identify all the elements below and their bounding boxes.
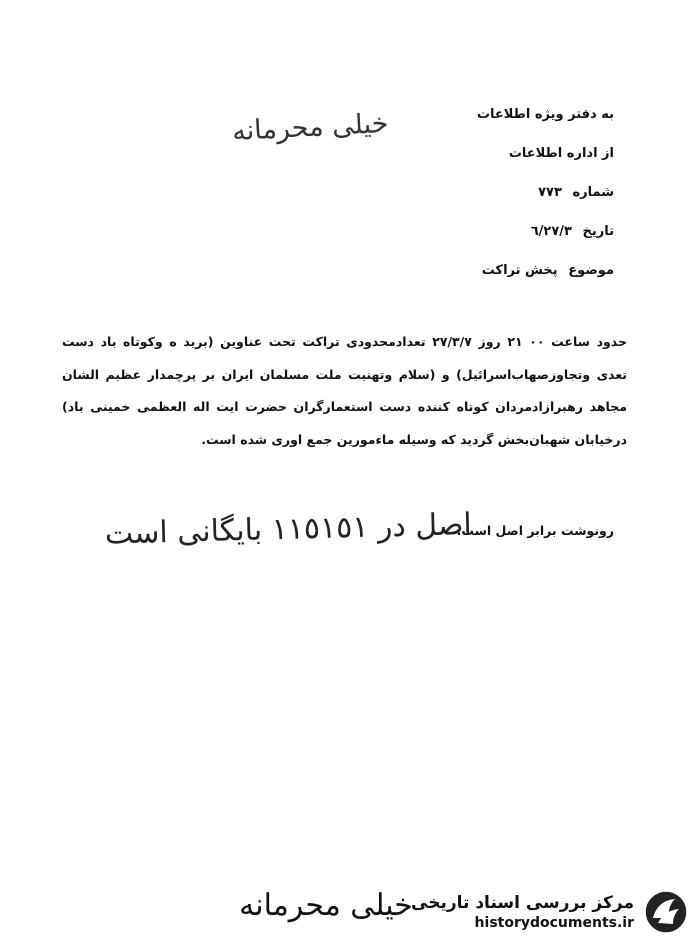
- watermark-title: مرکز بررسی اسناد تاریخی: [411, 893, 634, 913]
- copy-note-handwritten: اصل در ۱۱٥۱٥۱ بایگانی است: [104, 507, 473, 552]
- header-date: [354, 219, 614, 258]
- header-date-label: تاریخ: [582, 224, 614, 239]
- header-subject: [354, 258, 614, 297]
- header-from: از اداره اطلاعات: [508, 146, 614, 161]
- header-date-value: ۲۷/۳/٦: [530, 224, 572, 239]
- watermark-text: [411, 892, 634, 932]
- archive-watermark: [411, 886, 690, 938]
- letter-body: حدود ساعت ۰۰ ۲۱ روز ۲۷/۳/۷ تعدادمحدودی تراکت تحت عناوین (برید ه وکوتاه باد دست تعدی وتجاوزصهاب‌اسرائیل) و (سلام وتهنیت ملت مسلمان ایران بر پرچمدار عظیم الشان مجاهد رهبرازادمردان کوتاه کننده دست استعمارگران حضرت ایت اله العظمی خمینی باد) درخیابان شهبان‌بخش گردید که وسیله ماءمورین جمع اوری شده است.: [62, 334, 627, 447]
- letter-header: [354, 102, 614, 297]
- header-subject-value: پخش تراکت: [481, 263, 558, 278]
- copy-note-printed: رونوشت برابر اصل است.: [456, 523, 614, 538]
- header-subject-label: موضوع: [568, 263, 614, 278]
- handwritten-classification-top: خیلی محرمانه: [231, 107, 390, 148]
- watermark-url: historydocuments.ir: [474, 915, 634, 931]
- header-number: [354, 180, 614, 219]
- header-to: به دفتر ویژه اطلاعات: [476, 107, 614, 122]
- archive-logo-icon: [642, 888, 690, 936]
- handwritten-classification-bottom: خیلی محرمانه: [239, 888, 413, 923]
- header-number-value: ۷۷۳: [538, 185, 562, 200]
- header-number-label: شماره: [572, 185, 614, 200]
